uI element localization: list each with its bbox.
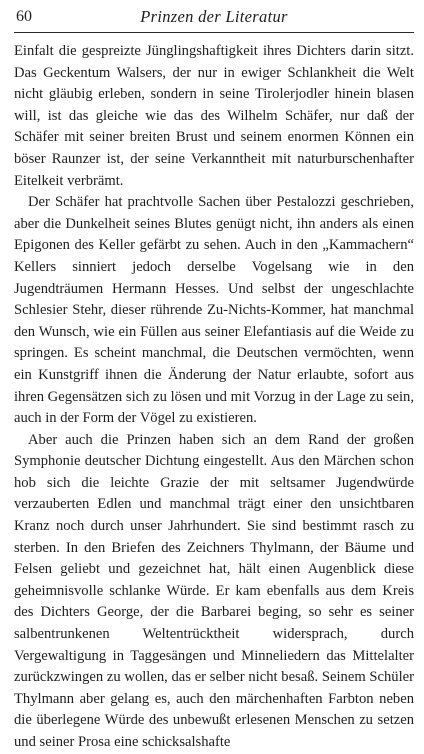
page-header [14,6,414,33]
paragraph: Einfalt die gespreizte Jünglingshaftigkeit ihres Dichters darin sitzt. Das Geckentum Walsers, der nur in ewiger Schlankheit die Welt nicht gläubig erleben, sondern in seine Tirolerjodler hinein blasen will, ist das gleiche wie das des Wilhelm Schäfer, nur daß der Schäfer mit seiner breiten Brust und seinem enormen Können ein böser Raunzer ist, der seine Verkanntheit mit naturburschenhafter Eitelkeit verbrämt. [14,43,414,189]
body-text [14,41,414,754]
running-title: Prinzen der Literatur [140,7,288,26]
page-number: 60 [16,8,32,25]
paragraph: Aber auch die Prinzen haben sich an dem Rand der großen Symphonie deutscher Dichtung eingestellt. Aus den Märchen schon hob sich die leichte Grazie der mit seltsamer Jugendwürde verzauberten Edlen und manchmal trägt einer den unsichtbaren Kranz noch durch unser Jahrhundert. Sie sind bestimmt rasch zu sterben. In den Briefen des Zeichners Thylmann, der Bäume und Felsen geliebt und gezeichnet hat, hält einen Augenblick diese geheimnisvolle schlanke Würde. Er kam ebenfalls aus dem Kreis des Dichters George, der die Barbarei beging, so sehr es seiner salbentrunkenen Weltentrücktheit widersprach, durch Vergewaltigung in Taggesängen und Minneliedern das Mittelalter zurückzwingen zu wollen, das er selber nicht besaß. Seinem Schüler Thylmann aber gelang es, auch den märchenhaften Farbton neben die überlegene Würde des unbewußt erlesenen Menschen zu setzen und seiner Prosa eine schicksalshafte [14,431,414,750]
book-page [14,6,414,754]
paragraph: Der Schäfer hat prachtvolle Sachen über Pestalozzi geschrieben, aber die Dunkelheit seines Blutes genügt nicht, ihn anders als einen Epigonen des Keller gefärbt zu sehen. Auch in den „Kammachern“ Kellers sinniert jedoch derselbe Vogelsang wie in den Jugendträumen Hermann Hesses. Und selbst der ungeschlachte Schlesier Stehr, dieser rührende Zu-Nichts-Kommer, hat manchmal den Wunsch, wie ein Füllen aus seiner Elefantiasis auf die Weide zu springen. Es scheint manchmal, die Deutschen vermöchten, wenn ein Kunstgriff ihnen die Änderung der Natur erlaubte, sofort aus ihren Gegensätzen sich zu lösen und mit Vorzug in der Lage zu sein, auch in der Form der Vögel zu existieren. [14,194,414,427]
